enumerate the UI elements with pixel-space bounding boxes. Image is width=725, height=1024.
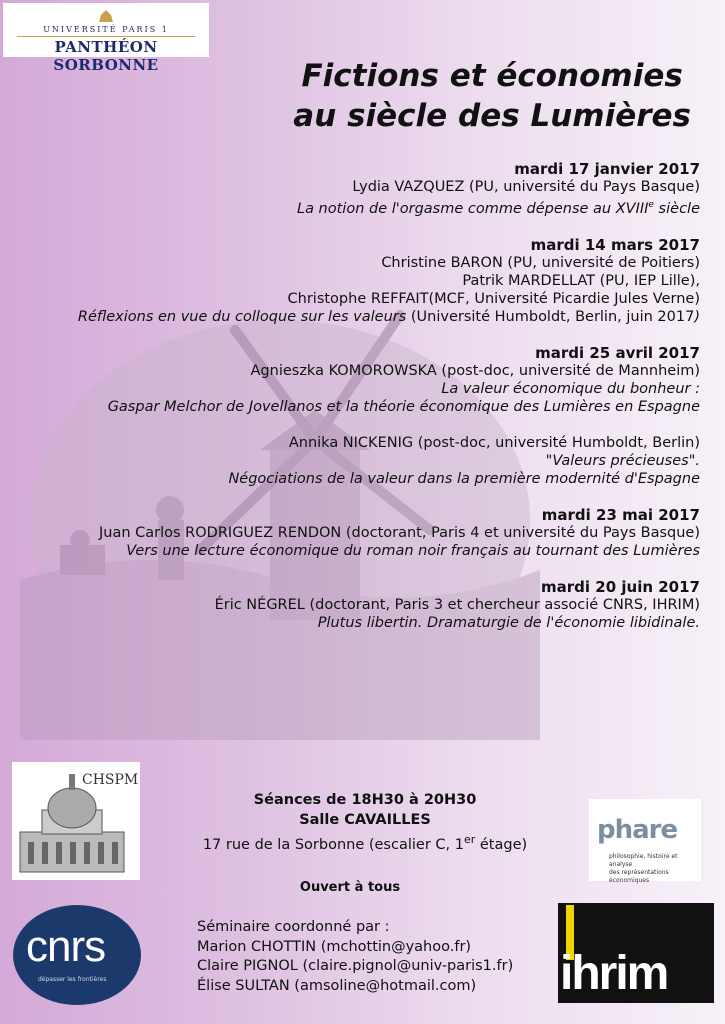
session-info: [180, 790, 550, 855]
address-text: 17 rue de la Sorbonne (escalier C, 1: [202, 836, 464, 853]
phare-logo-text: phare: [597, 815, 678, 845]
session-time: Séances de 18H30 à 20H30: [253, 792, 477, 808]
session-4: [10, 506, 700, 560]
phare-logo-subtitle: [609, 853, 701, 885]
cnrs-logo-text: cnrs: [26, 922, 106, 971]
session-5: [10, 578, 700, 632]
phare-subtitle-line: des représentations économiques: [609, 869, 669, 884]
address-superscript: er: [463, 833, 476, 846]
session-date: mardi 25 avril 2017: [535, 343, 700, 362]
session-speaker: Christophe REFFAIT(MCF, Université Picardie Jules Verne): [287, 290, 700, 307]
session-speaker: Lydia VAZQUEZ (PU, université du Pays Basque): [352, 179, 700, 195]
pantheon-logo-text: PANTHÉON SORBONNE: [53, 38, 159, 74]
session-speaker: Agnieszka KOMOROWSKA (post-doc, université de Mannheim): [250, 362, 700, 379]
session-date: mardi 20 juin 2017: [541, 577, 700, 596]
chspm-logo: [12, 762, 140, 880]
pantheon-logo-rule: [17, 36, 195, 37]
session-1: [10, 160, 700, 218]
session-date: mardi 14 mars 2017: [530, 235, 700, 254]
session-address: [180, 830, 550, 855]
title-line-1: Fictions et économies: [301, 58, 683, 94]
address-text-end: étage): [475, 836, 528, 853]
session-3: [10, 344, 700, 488]
talk-note-close: ): [694, 308, 700, 325]
talk-note: (Université Humboldt, Berlin, juin 2017: [406, 308, 695, 325]
program-list: [10, 160, 700, 650]
session-speaker: Patrik MARDELLAT (PU, IEP Lille),: [462, 272, 700, 289]
coordinator: Claire PIGNOL (claire.pignol@univ-paris1.fr): [197, 958, 514, 974]
coordinator: Marion CHOTTIN (mchottin@yahoo.fr): [197, 938, 472, 955]
session-speaker: Annika NICKENIG (post-doc, université Humboldt, Berlin): [288, 434, 700, 451]
session-date: mardi 17 janvier 2017: [514, 160, 700, 178]
chspm-logo-text: CHSPM: [82, 772, 139, 788]
session-talk: Vers une lecture économique du roman noir français au tournant des Lumières: [126, 542, 700, 559]
cnrs-logo-subtitle: dépasser les frontières: [38, 976, 107, 983]
session-talk: Négociations de la valeur dans la première modernité d'Espagne: [228, 470, 700, 487]
session-date: mardi 23 mai 2017: [541, 505, 700, 524]
phare-logo: [589, 799, 701, 884]
pantheon-sorbonne-logo: [3, 3, 209, 74]
ihrim-logo: [558, 903, 714, 1003]
coordination-label: Séminaire coordonné par :: [197, 919, 390, 935]
session-speaker: Juan Carlos RODRIGUEZ RENDON (doctorant, Paris 4 et université du Pays Basque): [99, 524, 700, 541]
session-talk: [10, 196, 700, 218]
poster-title: [293, 56, 691, 136]
phare-subtitle-line: philosophie, histoire et analyse: [609, 853, 678, 868]
coordination-block: [197, 918, 513, 996]
session-talk: [10, 308, 700, 326]
talk-text-end: siècle: [653, 200, 700, 217]
pantheon-logo-small-text: UNIVERSITÉ PARIS 1: [43, 25, 169, 34]
ihrim-logo-text: ihrim: [560, 947, 668, 1000]
talk-title: Réflexions en vue du colloque sur les valeurs: [77, 308, 407, 325]
session-talk: La valeur économique du bonheur :: [441, 380, 700, 397]
crown-icon: [97, 9, 115, 23]
cnrs-logo: [10, 902, 144, 1008]
session-talk: "Valeurs précieuses".: [545, 452, 700, 469]
session-room: Salle CAVAILLES: [299, 812, 431, 828]
open-to-all: Ouvert à tous: [299, 880, 401, 895]
talk-superscript: e: [648, 200, 654, 210]
talk-text: La notion de l'orgasme comme dépense au XVIII: [296, 200, 649, 217]
session-2: [10, 236, 700, 326]
session-speaker: Christine BARON (PU, université de Poitiers): [381, 254, 700, 271]
title-line-2: au siècle des Lumières: [293, 98, 691, 134]
session-talk: Gaspar Melchor de Jovellanos et la théorie économique des Lumières en Espagne: [107, 398, 700, 415]
session-speaker: Éric NÉGREL (doctorant, Paris 3 et chercheur associé CNRS, IHRIM): [214, 596, 700, 613]
coordinator: Élise SULTAN (amsoline@hotmail.com): [197, 977, 477, 994]
session-talk: Plutus libertin. Dramaturgie de l'économie libidinale.: [317, 614, 700, 631]
